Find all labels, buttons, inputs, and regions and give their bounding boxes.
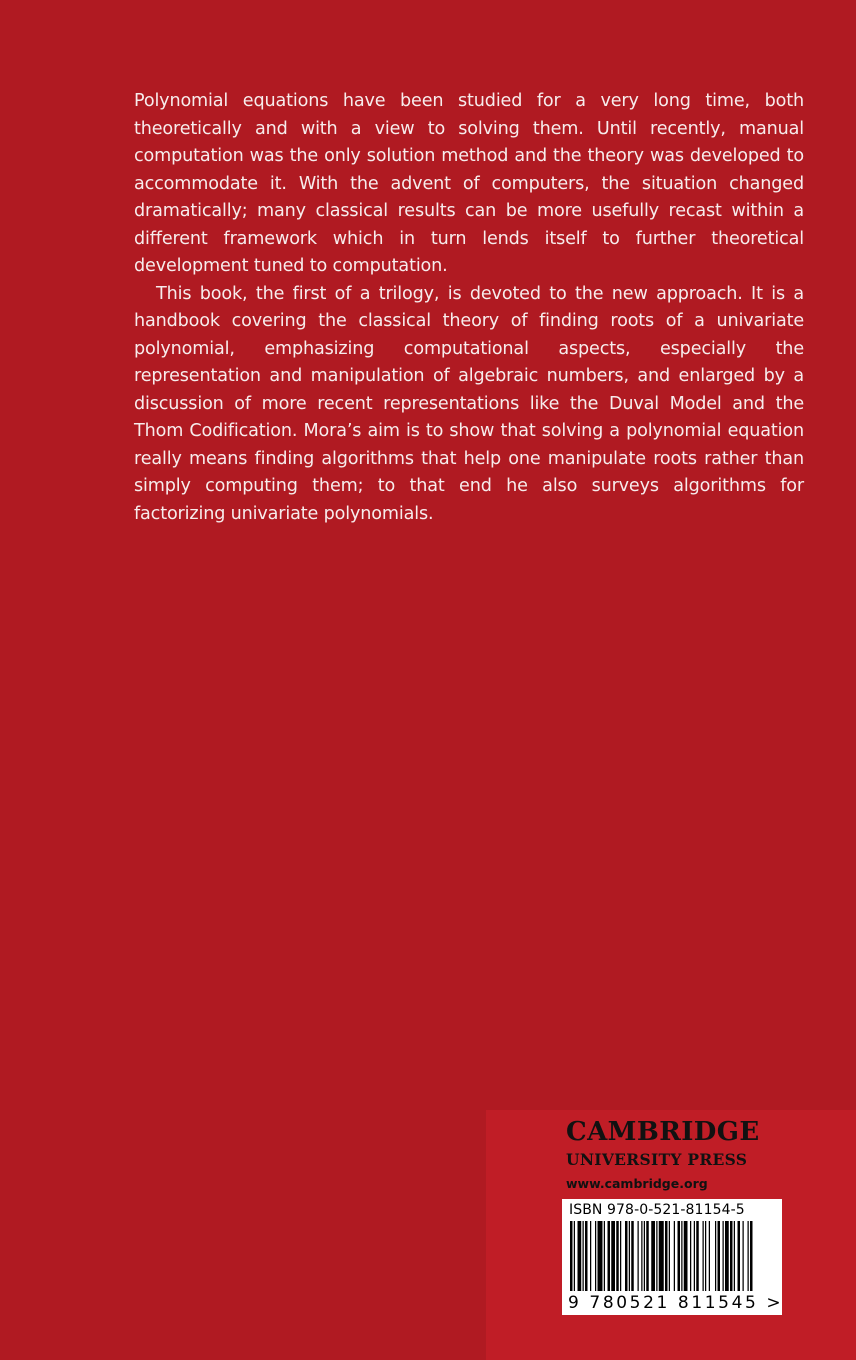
description-paragraph-1: Polynomial equations have been studied for a very long time, both theoretically and with a view to solving them. Until recently, manual computation was the only solution method and the theory was developed to accommodate it. With the advent of computers, the situation changed dramatically; many classical results can be more usefully recast within a different framework which in turn lends itself to further theoretical development tuned to computation. xyxy=(134,91,804,276)
book-description xyxy=(134,88,804,528)
publisher-panel xyxy=(486,1110,856,1360)
publisher-logo-subtitle: UNIVERSITY PRESS xyxy=(566,1150,748,1169)
isbn-barcode-label xyxy=(562,1199,782,1315)
barcode-icon xyxy=(562,1221,782,1293)
description-paragraph-2: This book, the first of a trilogy, is devoted to the new approach. It is a handbook covering the classical theory of finding roots of a univariate polynomial, emphasizing computational aspects, especially the representation and manipulation of algebraic numbers, and enlarged by a discussion of more recent representations like the Duval Model and the Thom Codification. Mora’s aim is to show that solving a polynomial equation really means finding algorithms that help one manipulate roots rather than simply computing them; to that end he also surveys algorithms for factorizing univariate polynomials. xyxy=(134,283,804,524)
publisher-logo-name: CAMBRIDGE xyxy=(566,1117,760,1147)
publisher-website: www.cambridge.org xyxy=(566,1176,708,1191)
barcode-digits: 9 780521 811545 > xyxy=(568,1293,784,1313)
isbn-number: ISBN 978-0-521-81154-5 xyxy=(569,1202,745,1218)
